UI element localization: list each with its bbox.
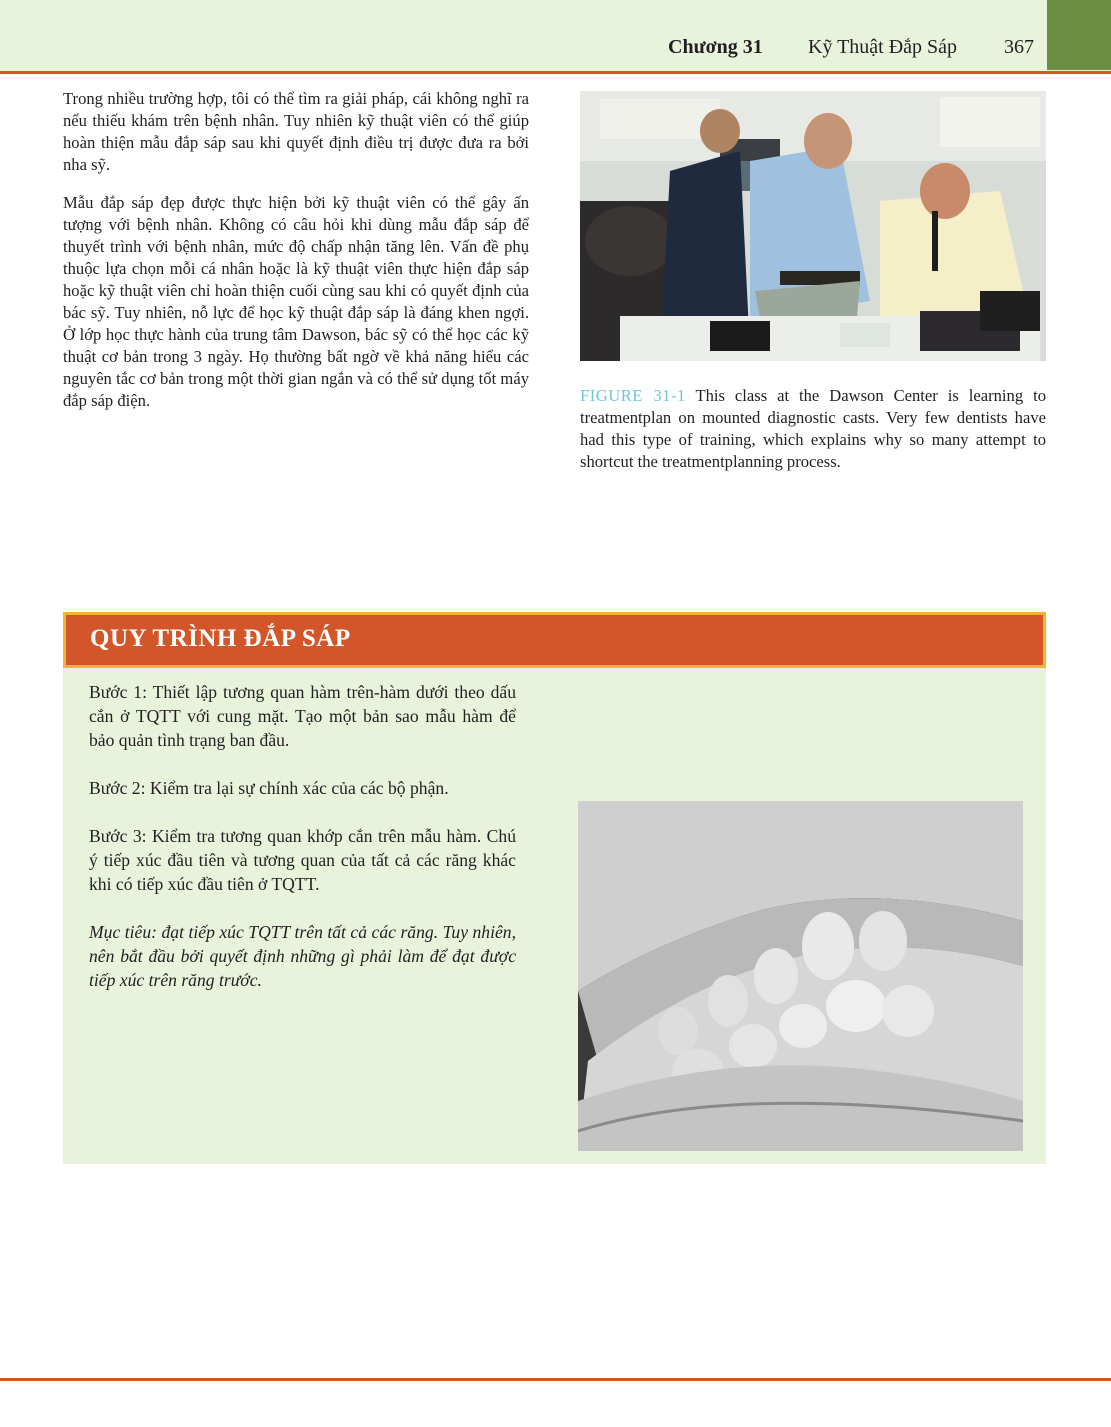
chapter-title: Kỹ Thuật Đắp Sáp (808, 36, 958, 58)
page-number: 367 (1004, 36, 1034, 58)
body-text (63, 88, 529, 428)
procedure-goal: Mục tiêu: đạt tiếp xúc TQTT trên tất cả các răng. Tuy nhiên, nên bắt đầu bởi quyết định những gì phải làm để đạt được tiếp xúc trên răng trước. (89, 922, 516, 990)
figure-label: FIGURE 31-1 (580, 386, 686, 405)
dental-cast-illustration (578, 801, 1023, 1151)
procedure-box-header (63, 612, 1046, 668)
classroom-photo (580, 91, 1046, 361)
body-paragraph: Mẫu đắp sáp đẹp được thực hiện bởi kỹ thuật viên có thể gây ấn tượng với bệnh nhân. Không có câu hỏi khi dùng mẫu đắp sáp để thuyết trình với bệnh nhân, mức độ chấp nhận tăng lên. Vấn đề phụ thuộc lựa chọn mỗi cá nhân hoặc là kỹ thuật viên thực hiện đắp sáp hoặc kỹ thuật viên chỉ hoàn thiện cuối cùng sau khi có quyết định của bác sỹ. Tuy nhiên, nỗ lực để học kỹ thuật đắp sáp là đáng khen ngợi. Ở lớp học thực hành của trung tâm Dawson, bác sỹ có thể học các kỹ thuật cơ bản trong 3 ngày. Họ thường bất ngờ về khả năng hiểu các nguyên tắc cơ bản trong một thời gian ngắn và có thể sử dụng tốt máy đắp sáp điện. (63, 193, 529, 410)
procedure-step: Bước 3: Kiểm tra tương quan khớp cắn trên mẫu hàm. Chú ý tiếp xúc đầu tiên và tương quan của tất cả các răng khác khi có tiếp xúc đầu tiên ở TQTT. (89, 826, 516, 894)
body-paragraph: Trong nhiều trường hợp, tôi có thể tìm ra giải pháp, cái không nghĩ ra nếu thiếu khám trên bệnh nhân. Tuy nhiên kỹ thuật viên có thể giúp hoàn thiện mẫu đắp sáp sau khi quyết định điều trị được đưa ra bởi nha sỹ. (63, 89, 529, 174)
procedure-step: Bước 2: Kiểm tra lại sự chính xác của các bộ phận. (89, 778, 449, 798)
figure-caption-text: This class at the Dawson Center is learning to treatmentplan on mounted diagnostic casts. Very few dentists have had this type of training, which explains why so many attempt to shortcut the treatmentplanning process. (580, 386, 1046, 471)
procedure-box-title: QUY TRÌNH ĐẮP SÁP (90, 625, 351, 652)
figure-caption (580, 385, 1046, 473)
running-head (660, 36, 1040, 64)
chapter-label: Chương 31 (668, 36, 763, 58)
dental-cast-photo (578, 801, 1023, 1151)
header-rule (0, 71, 1111, 74)
footer-rule (0, 1378, 1111, 1381)
classroom-photo-illustration (580, 91, 1046, 361)
procedure-step: Bước 1: Thiết lập tương quan hàm trên-hàm dưới theo dấu cắn ở TQTT với cung mặt. Tạo một bản sao mẫu hàm để bảo quản tình trạng ban đầu. (89, 682, 516, 750)
procedure-steps (89, 680, 516, 1016)
chapter-tab (1047, 0, 1111, 70)
